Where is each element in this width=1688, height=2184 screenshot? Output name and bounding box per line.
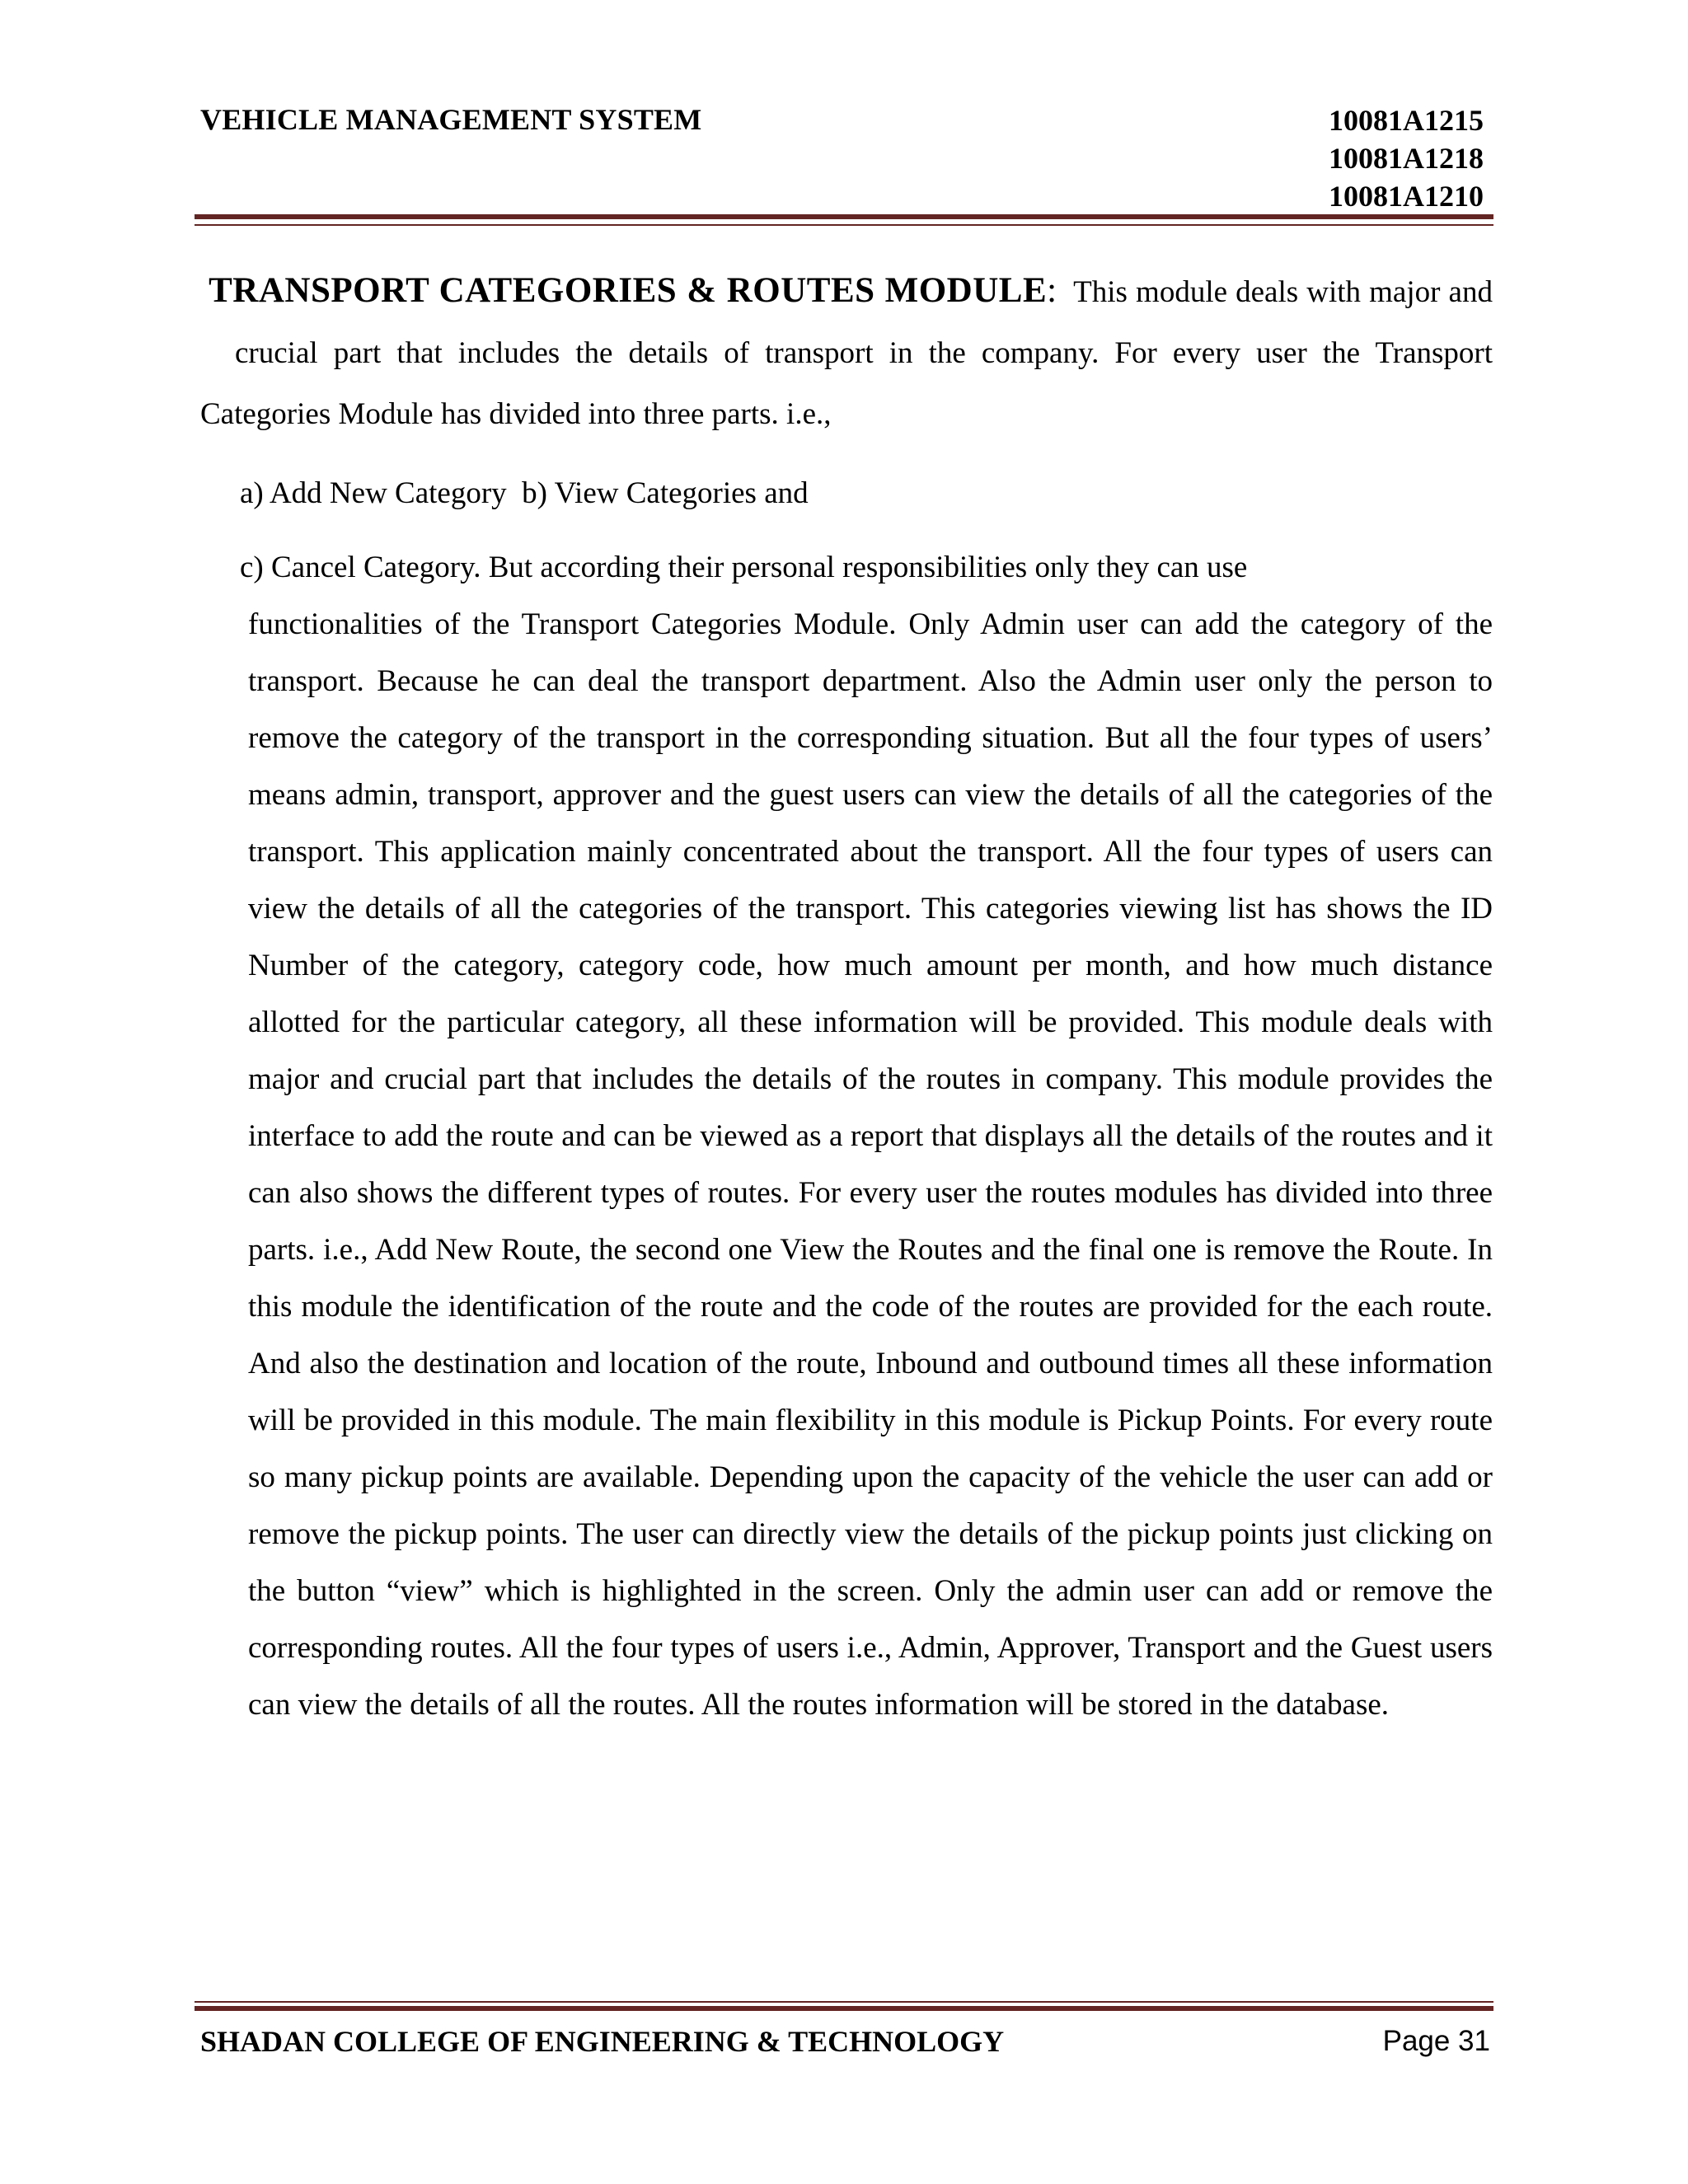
footer-college: SHADAN COLLEGE OF ENGINEERING & TECHNOLOGY: [200, 2025, 1005, 2058]
footer-rule-thin: [195, 2001, 1493, 2003]
roll-numbers: [1329, 101, 1484, 215]
section-heading: TRANSPORT CATEGORIES & ROUTES MODULE: [209, 271, 1048, 310]
body-paragraph: [240, 539, 1493, 1733]
paragraph-body: functionalities of the Transport Categories Module. Only Admin user can add the category of the transport. Because he can deal the transport department. Also the Admin user only the person to remove the category of the transport in the corresponding situation. But all the four types of users’ means admin, transport, approver and the guest users can view the details of all the categories of the transport. This application mainly concentrated about the transport. All the four types of users can view the details of all the categories of the transport. This categories viewing list has shows the ID Number of the category, category code, how much amount per month, and how much distance allotted for the particular category, all these information will be provided. This module deals with major and crucial part that includes the details of the routes in company. This module provides the interface to add the route and can be viewed as a report that displays all the details of the routes and it can also shows the different types of routes. For every user the routes modules has divided into three parts. i.e., Add New Route, the second one View the Routes and the final one is remove the Route. In this module the identification of the route and the code of the routes are provided for the each route. And also the destination and location of the route, Inbound and outbound times all these information will be provided in this module. The main flexibility in this module is Pickup Points. For every route so many pickup points are available. Depending upon the capacity of the vehicle the user can add or remove the pickup points. The user can directly view the details of the pickup points just clicking on the button “view” which is highlighted in the screen. Only the admin user can add or remove the corresponding routes. All the four types of users i.e., Admin, Approver, Transport and the Guest users can view the details of all the routes. All the routes information will be stored in the database.: [248, 607, 1493, 1722]
category-parts-list: a) Add New Category b) View Categories and: [240, 476, 809, 510]
header-rule-thin: [195, 224, 1493, 226]
roll-number: 10081A1210: [1329, 180, 1484, 213]
page-number: Page 31: [1382, 2025, 1490, 2057]
heading-colon: :: [1047, 271, 1057, 310]
header-rule: [195, 214, 1493, 219]
page-content: [200, 260, 1493, 1733]
footer-rule: [195, 2006, 1493, 2011]
paragraph-first-line: c) Cancel Category. But according their personal responsibilities only they can use: [240, 551, 1248, 584]
intro-text-2: crucial part that includes the details of transport in the company. For every user the Transport Categories Module has divided into three parts. i.e.,: [200, 336, 1493, 431]
header-title: VEHICLE MANAGEMENT SYSTEM: [200, 103, 702, 136]
roll-number: 10081A1215: [1329, 104, 1484, 137]
roll-number: 10081A1218: [1329, 142, 1484, 175]
intro-paragraph: [200, 260, 1493, 445]
intro-text-1: This module deals with major and: [1073, 275, 1493, 309]
